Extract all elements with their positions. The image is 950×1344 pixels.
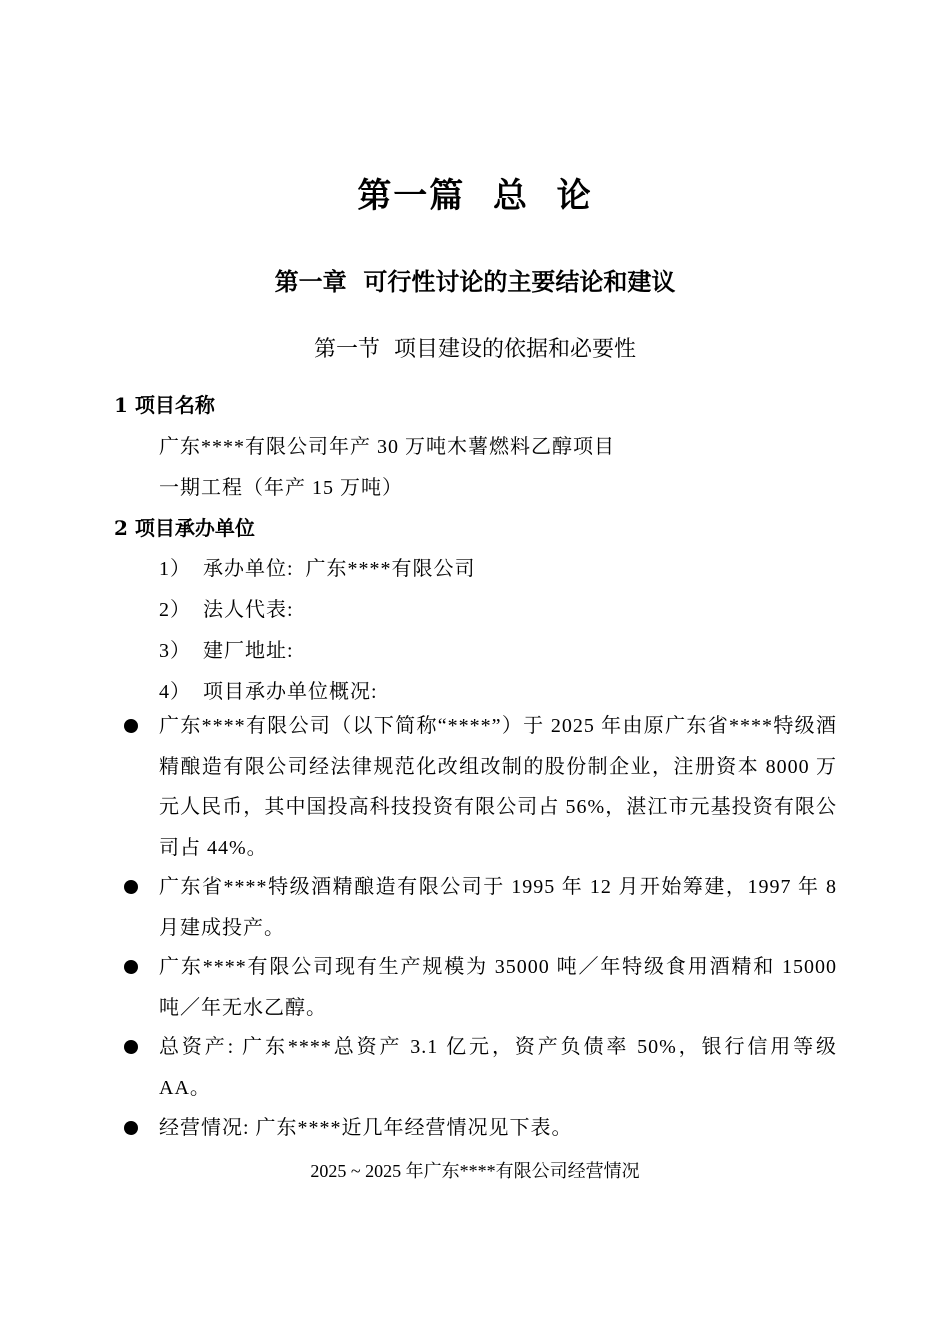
heading-project-unit: 2 项目承办单位: [114, 516, 255, 540]
bullet-paragraph-2: 广东省****特级酒精酿造有限公司于 1995 年 12 月开始筹建，1997 年 8 月建成投产。: [159, 876, 837, 939]
table-caption: 2025 ~ 2025 年广东****有限公司经营情况: [310, 1161, 640, 1181]
bullet-icon: [124, 880, 138, 894]
bullet-icon: [124, 719, 138, 733]
bullet-paragraph-3: 广东****有限公司现有生产规模为 35000 吨／年特级食用酒精和 15000 吨／年无水乙醇。: [159, 956, 837, 1019]
unit-line-1: 1） 承办单位: 广东****有限公司: [159, 558, 476, 580]
bullet-paragraph-1: 广东****有限公司（以下简称“****”）于 2025 年由原广东省****特级酒精酿造有限公司经法律规范化改组改制的股份制企业，注册资本 8000 万元人民币，其中国投高科技投资有限公司占 56%，湛江市元基投资有限公司占 44%。: [159, 715, 837, 859]
section-title: 第一节 项目建设的依据和必要性: [314, 337, 636, 362]
bullet-paragraph-5: 经营情况: 广东****近几年经营情况见下表。: [159, 1117, 573, 1139]
chapter-title: 第一章 可行性讨论的主要结论和建议: [274, 268, 676, 296]
project-name-line-2: 一期工程（年产 15 万吨）: [159, 477, 403, 499]
project-name-line-1: 广东****有限公司年产 30 万吨木薯燃料乙醇项目: [159, 436, 615, 458]
part-title: 第一篇 总 论: [357, 176, 593, 216]
bullet-paragraph-4: 总资产: 广东****总资产 3.1 亿元，资产负债率 50%，银行信用等级 AA。: [159, 1036, 837, 1099]
bullet-icon: [124, 960, 138, 974]
unit-line-2: 2） 法人代表:: [159, 599, 294, 621]
unit-line-3: 3） 建厂地址:: [159, 640, 294, 662]
bullet-icon: [124, 1121, 138, 1135]
unit-line-4: 4） 项目承办单位概况:: [159, 681, 378, 703]
bullet-icon: [124, 1040, 138, 1054]
heading-project-name: 1 项目名称: [114, 393, 215, 417]
